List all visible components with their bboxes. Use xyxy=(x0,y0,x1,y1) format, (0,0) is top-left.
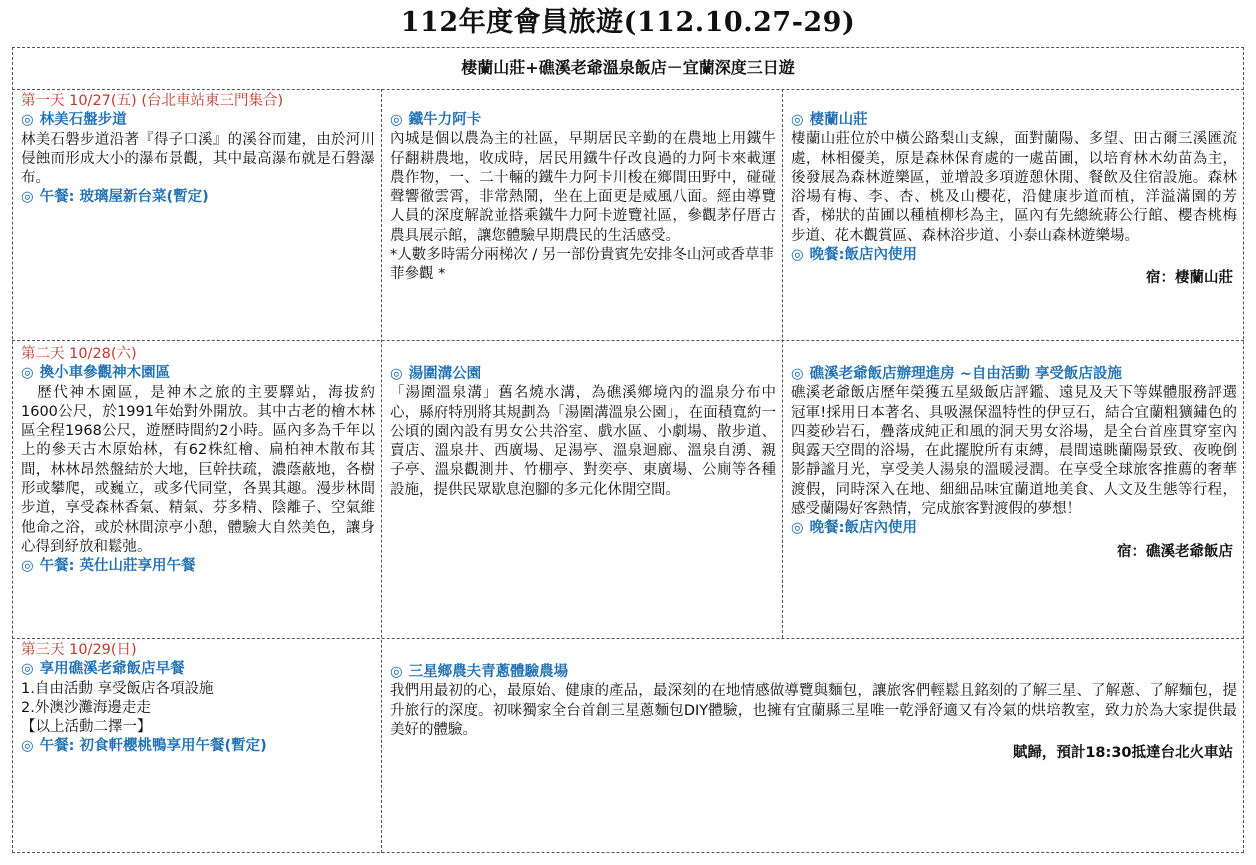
day1-col1 xyxy=(13,92,381,338)
bullet-icon: ◎ xyxy=(791,366,804,382)
itinerary-subtitle: 棲蘭山莊+礁溪老爺溫泉飯店－宜蘭深度三日遊 xyxy=(461,58,795,77)
day-label: 第一天 10/27(五) (台北車站東三門集合) xyxy=(21,93,284,109)
activity-option: 1.自由活動 享受飯店各項設施 xyxy=(21,680,214,697)
divider xyxy=(12,638,1244,639)
activity-option: 2.外澳沙灘海邊走走 xyxy=(21,699,151,716)
item-heading: ◎ 棲蘭山莊 xyxy=(791,112,868,128)
item-heading: ◎ 礁溪老爺飯店辦理進房 ~自由活動 享受飯店設施 xyxy=(791,366,1122,382)
day3-col1 xyxy=(13,641,381,852)
activity-remark: 【以上活動二擇一】 xyxy=(21,719,152,736)
item-description: 我們用最初的心，最原始、健康的產品，最深刻的在地情感做導覽與麵包，讓旅客們輕鬆且銘刻的了解三星、了解蔥、了解麵包，提升旅行的深度。初咪獨家全台首創三星蔥麵包DIY體驗，也擁有宜蘭縣三星唯一乾淨舒適又有冷氣的烘培教室，致力於為大家提供最美好的體驗。 xyxy=(390,683,1237,738)
lodging-info: 宿：礁溪老爺飯店 xyxy=(1117,543,1233,560)
item-description: 礁溪老爺飯店歷年榮獲五星級飯店評鑑、遠見及天下等媒體服務評選冠軍!採用日本著名、具吸濕保溫特性的伊豆石，結合宜蘭粗獷鏽色的四菱砂岩石，疊落成純正和風的洞天男女浴場，是全台首座貫穿室內與露天空間的浴場，在此擺脫所有束縛，晨間遠眺蘭陽景致、夜晚倒影靜謐月光，享受美人湯泉的溫暖浸潤。在享受全球旅客推薦的奢華渡假，同時深入在地、細細品味宜蘭道地美食、人文及生態等行程，感受蘭陽好客熱情，完成旅客對渡假的夢想！ xyxy=(791,385,1237,518)
item-description: 林美石磐步道沿著『得子口溪』的溪谷而建，由於河川侵蝕而形成大小的瀑布景觀，其中最高瀑布就是石磐瀑布。 xyxy=(21,131,375,187)
day2-col2 xyxy=(382,365,782,638)
bullet-icon: ◎ xyxy=(21,112,34,129)
meal-info: ◎ 晚餐:飯店內使用 xyxy=(791,520,917,537)
bullet-icon: ◎ xyxy=(791,520,804,537)
item-heading: ◎ 鐵牛力阿卡 xyxy=(390,112,482,128)
bullet-icon: ◎ xyxy=(390,664,403,680)
bullet-icon: ◎ xyxy=(390,366,403,382)
item-note: *人數多時需分兩梯次 / 另一部份貴賓先安排冬山河或香草菲菲參觀 * xyxy=(390,247,774,283)
item-heading: ◎ 三星鄉農夫青蔥體驗農場 xyxy=(390,664,569,680)
item-heading: ◎ 換小車參觀神木園區 xyxy=(21,365,171,382)
day-label: 第二天 10/28(六) xyxy=(21,346,137,362)
bullet-icon: ◎ xyxy=(21,365,34,382)
day3-col2 xyxy=(382,663,1243,852)
lodging-info: 宿：棲蘭山莊 xyxy=(1146,270,1233,287)
meal-info: ◎ 晚餐:飯店內使用 xyxy=(791,247,917,264)
bullet-icon: ◎ xyxy=(21,738,34,755)
bullet-icon: ◎ xyxy=(791,247,804,264)
divider xyxy=(12,89,1244,90)
bullet-icon: ◎ xyxy=(390,112,403,128)
day2-col3 xyxy=(783,365,1243,638)
day1-col2 xyxy=(382,111,782,340)
item-heading: ◎ 湯圍溝公園 xyxy=(390,366,482,382)
item-heading: ◎ 林美石盤步道 xyxy=(21,112,127,129)
item-description: 「湯圍溫泉溝」舊名燒水溝，為礁溪鄉境內的溫泉分布中心，縣府特別將其規劃為「湯圍溝溫泉公園」，在面積寬約一公頃的園內設有男女公共浴室、戲水區、小劇場、散步道、賣店、溫泉井、西廣場、足湯亭、溫泉迴廊、溫泉自湧、親子亭、溫泉觀測井、竹棚亭、對奕亭、東廣場、公廁等各種設施，提供民眾歇息泡腳的多元化休閒空間。 xyxy=(390,385,776,498)
meal-info: ◎ 午餐: 初食軒櫻桃鴨享用午餐(暫定) xyxy=(21,738,267,755)
bullet-icon: ◎ xyxy=(791,112,804,128)
item-heading: ◎ 享用礁溪老爺飯店早餐 xyxy=(21,661,185,678)
bullet-icon: ◎ xyxy=(21,558,34,575)
bullet-icon: ◎ xyxy=(21,189,34,206)
document-title: 112年度會員旅遊(112.10.27-29) xyxy=(400,7,856,38)
day2-col1 xyxy=(13,345,381,638)
day1-col3 xyxy=(783,111,1243,340)
bullet-icon: ◎ xyxy=(21,661,34,678)
item-description: 內城是個以農為主的社區，早期居民辛勤的在農地上用鐵牛仔翻耕農地，收成時，居民用鐵牛仔改良過的力阿卡來載運農作物，一、二十輛的鐵牛力阿卡川梭在鄉間田野中，碰碰聲響徹雲霄，非常熱鬧，坐在上面更是威風八面。經由導覽人員的深度解說並搭乘鐵牛力阿卡遊覽社區，參觀茅仔厝古農具展示館，讓您體驗早期農民的生活感受。 xyxy=(390,131,776,244)
return-info: 賦歸，預計18:30抵達台北火車站 xyxy=(1012,745,1233,762)
meal-info: ◎ 午餐: 玻璃屋新台菜(暫定) xyxy=(21,189,209,206)
meal-info: ◎ 午餐: 英仕山莊享用午餐 xyxy=(21,558,196,575)
item-description: 歷代神木園區，是神木之旅的主要驛站，海拔約1600公尺，於1991年始對外開放。其中古老的檜木林區全程1968公尺，遊歷時間約2小時。區內多為千年以上的參天古木原始林，有62株紅檜、扁柏神木散布其間，林林昂然盤結於大地，巨幹扶疏，濃蔭蔽地，各樹形或攀爬，或巍立，或多代同堂，各異其趣。漫步林間步道，享受森林香氣、精氣、芬多精、陰離子、空氣維他命之浴，或於林間涼亭小憩，體驗大自然美色，讓身心得到紓放和鬆弛。 xyxy=(21,384,375,555)
day-label: 第三天 10/29(日) xyxy=(21,642,137,658)
divider xyxy=(12,340,1244,341)
item-description: 棲蘭山莊位於中橫公路梨山支線，面對蘭陽、多望、田古爾三溪匯流處，林相優美，原是森林保育處的一處苗圃，以培育林木幼苗為主，後發展為森林遊樂區，並增設多項遊憩休閒、餐飲及住宿設施。森林浴場有梅、李、杏、桃及山櫻花，沿健康步道而植，洋溢滿園的芳香，梯狀的苗圃以種植柳杉為主，區內有先總統蔣公行館、櫻杏桃梅步道、花木觀賞區、森林浴步道、小泰山森林遊樂場。 xyxy=(791,131,1237,244)
